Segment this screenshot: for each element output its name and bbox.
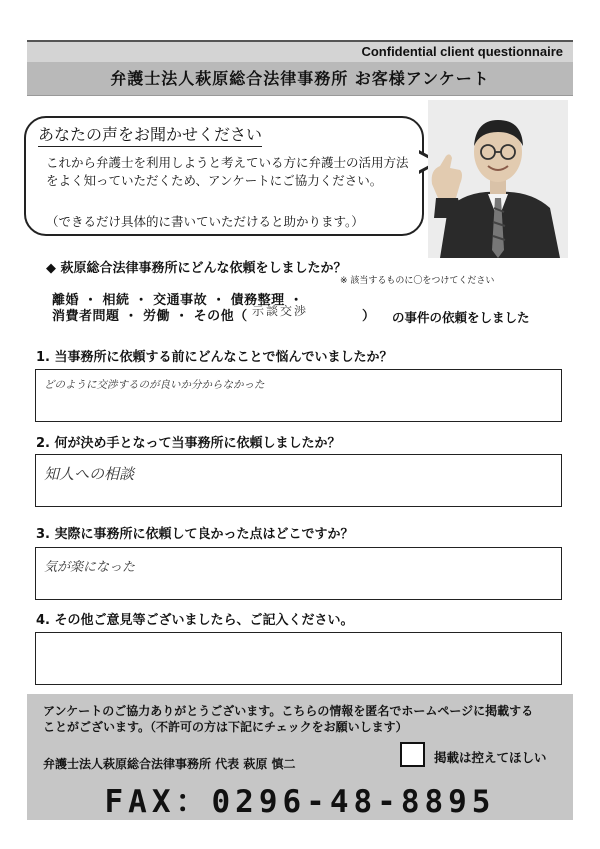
request-type-note: ※ 該当するものに〇をつけてください (340, 276, 495, 286)
intro-body: これから弁護士を利用しようと考えている方に弁護士の活用方法をよく知っていただくため、アンケートにご協力ください。 (46, 155, 409, 188)
request-categories-line1: 離婚 ・ 相続 ・ 交通事故 ・ 債務整理 ・ (52, 293, 304, 308)
page-title: 弁護士法人萩原総合法律事務所 お客様アンケート (27, 62, 573, 96)
footer-message-line2: ことがございます。（不許可の方は下記にチェックをお願いします） (43, 720, 408, 734)
no-publish-label: 掲載は控えてほしい (434, 750, 547, 765)
question-4-label: 4. その他ご意見等ございましたら、ご記入ください。 (36, 613, 354, 628)
request-categories-suffix: の事件の依頼をしました (392, 310, 530, 325)
footer-message-line1: アンケートのご協力ありがとうございます。こちらの情報を匿名でホームページに掲載する (43, 704, 534, 718)
lawyer-photo (428, 100, 568, 258)
intro-title: あなたの声をお聞かせください (38, 122, 262, 147)
other-category-answer[interactable]: 示談交渉 (252, 304, 309, 318)
lawyer-portrait-icon (428, 100, 568, 258)
question-3-answer: 気が楽になった (44, 560, 136, 575)
question-3-answer-box[interactable] (35, 547, 562, 600)
header-english-title: Confidential client questionnaire (27, 40, 573, 62)
request-type-question: ◆ 萩原総合法律事務所にどんな依頼をしましたか？ (46, 261, 347, 276)
fax-number: FAX：0296-48-8895 (104, 784, 496, 820)
question-2-answer: 知人への相談 (44, 465, 135, 483)
intro-note: （できるだけ具体的に書いていただけると助かります。） (46, 214, 364, 229)
question-4-answer-box[interactable] (35, 632, 562, 685)
question-2-answer-box[interactable] (35, 454, 562, 507)
question-3-label: 3. 実際に事務所に依頼して良かった点はどこですか？ (36, 527, 354, 542)
footer-signer: 弁護士法人萩原総合法律事務所 代表 萩原 慎二 (43, 757, 296, 771)
question-1-answer: どのように交渉するのが良いか分からなかった (44, 379, 265, 391)
question-1-answer-box[interactable] (35, 369, 562, 422)
question-2-label: 2. 何が決め手となって当事務所に依頼しましたか？ (36, 436, 341, 451)
request-categories-line2: 消費者問題 ・ 労働 ・ その他（ (52, 309, 248, 324)
no-publish-checkbox[interactable] (400, 742, 425, 767)
other-category-close: ） (362, 309, 376, 324)
question-1-label: 1. 当事務所に依頼する前にどんなことで悩んでいましたか？ (36, 350, 393, 365)
